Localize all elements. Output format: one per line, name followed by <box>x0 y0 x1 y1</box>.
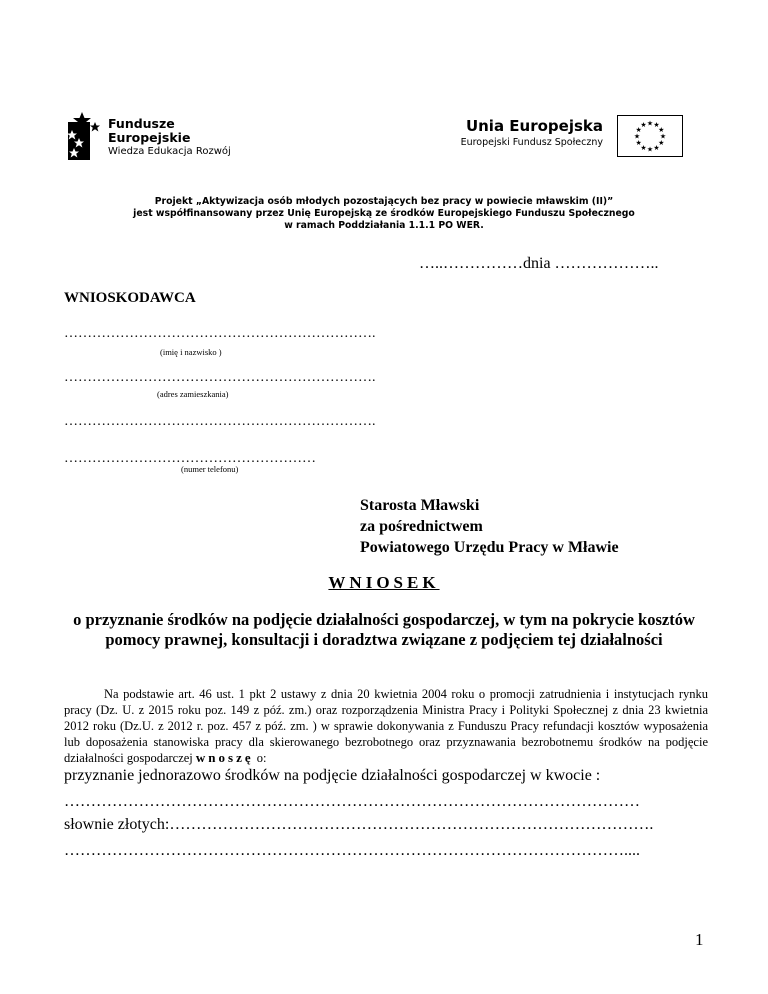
recipient-block <box>360 495 619 558</box>
eu-star-icon: ★ <box>646 119 654 128</box>
recipient-line3: Powiatowego Urzędu Pracy w Mławie <box>360 539 619 556</box>
phone-field[interactable]: ……………………………………………… <box>64 451 316 466</box>
eu-star-icon: ★ <box>659 132 667 141</box>
name-caption: (imię i nazwisko ) <box>160 347 222 357</box>
document-subject: o przyznanie środków na podjęcie działalności gospodarczej, w tym na pokrycie kosztów pomocy prawnej, konsultacji i doradztwa związane z podjęciem tej działalności <box>73 610 695 649</box>
amount-field[interactable]: ……………………………………………………………………………………………… <box>64 793 640 810</box>
paragraph-spaced-word: wnoszę <box>195 750 254 765</box>
fe-line2: Europejskie <box>108 130 191 145</box>
name-field[interactable]: …………………………………………………………. <box>64 326 376 341</box>
project-header <box>0 196 768 232</box>
fe-logo-text <box>108 117 231 158</box>
fe-stars-icon <box>64 112 102 162</box>
address-field[interactable]: …………………………………………………………. <box>64 370 376 385</box>
ue-subtitle: Europejski Fundusz Społeczny <box>460 137 603 148</box>
eu-star-icon: ★ <box>633 132 641 141</box>
applicant-heading: WNIOSKODAWCA <box>64 290 196 306</box>
eu-star-icon: ★ <box>658 126 665 134</box>
eu-star-icon: ★ <box>653 143 660 152</box>
recipient-line1: Starosta Mławski <box>360 497 480 514</box>
paragraph-text: Na podstawie art. 46 ust. 1 pkt 2 ustawy z dnia 20 kwietnia 2004 roku o promocji zatrudnienia i instytucjach rynku pracy (Dz. U. z 2015 roku poz. 149 z póź. zm.) oraz rozporządzenia Ministra Pracy i Polityki Społecznej z dnia 23 kwietnia 2012 roku (Dz.U. z 2012 r. poz. 457 z póź. zm. ) w sprawie dokonywania z Funduszu Pracy refundacji kosztów wyposażenia lub doposażenia stanowiska pracy dla skierowanego bezrobotnego oraz przyznawania bezrobotnemu środków na podjęcie działalności gospodarczej <box>64 687 708 765</box>
eu-star-icon: ★ <box>635 126 642 134</box>
date-line[interactable]: …..……………dnia ……………….. <box>419 255 659 272</box>
document-title: WNIOSEK <box>328 573 440 592</box>
eu-star-icon: ★ <box>635 139 642 147</box>
eu-star-icon: ★ <box>640 143 647 152</box>
address-field-2[interactable]: …………………………………………………………. <box>64 414 376 429</box>
project-line1: Projekt „Aktywizacja osób młodych pozostających bez pracy w powiecie mławskim (II)” <box>154 196 614 207</box>
legal-paragraph <box>64 686 708 766</box>
eu-star-icon: ★ <box>653 121 660 130</box>
project-line3: w ramach Poddziałania 1.1.1 PO WER. <box>284 220 484 231</box>
continuation-field[interactable]: …………………………………………………………………………………………….... <box>64 842 640 859</box>
ue-title: Unia Europejska <box>465 117 603 135</box>
eu-flag-icon <box>617 115 683 157</box>
page-number: 1 <box>695 930 704 949</box>
amount-words-field[interactable]: słownie złotych:………………………………………………………………………………. <box>64 816 654 833</box>
address-caption: (adres zamieszkania) <box>157 389 229 399</box>
fe-line1: Fundusze <box>108 116 175 131</box>
project-line2: jest współfinansowany przez Unię Europejską ze środków Europejskiego Funduszu Społecznego <box>133 208 635 219</box>
fe-line3: Wiedza Edukacja Rozwój <box>108 146 231 157</box>
recipient-line2: za pośrednictwem <box>360 518 483 535</box>
paragraph-after: o: <box>253 751 267 765</box>
phone-caption: (numer telefonu) <box>181 464 239 474</box>
fundusze-europejskie-logo <box>64 112 102 167</box>
eu-star-icon: ★ <box>646 145 654 154</box>
eu-star-icon: ★ <box>658 139 665 147</box>
request-line: przyznanie jednorazowo środków na podjęcie działalności gospodarczej w kwocie : <box>64 767 601 784</box>
eu-star-icon: ★ <box>640 121 647 130</box>
ue-logo-text <box>455 117 603 148</box>
